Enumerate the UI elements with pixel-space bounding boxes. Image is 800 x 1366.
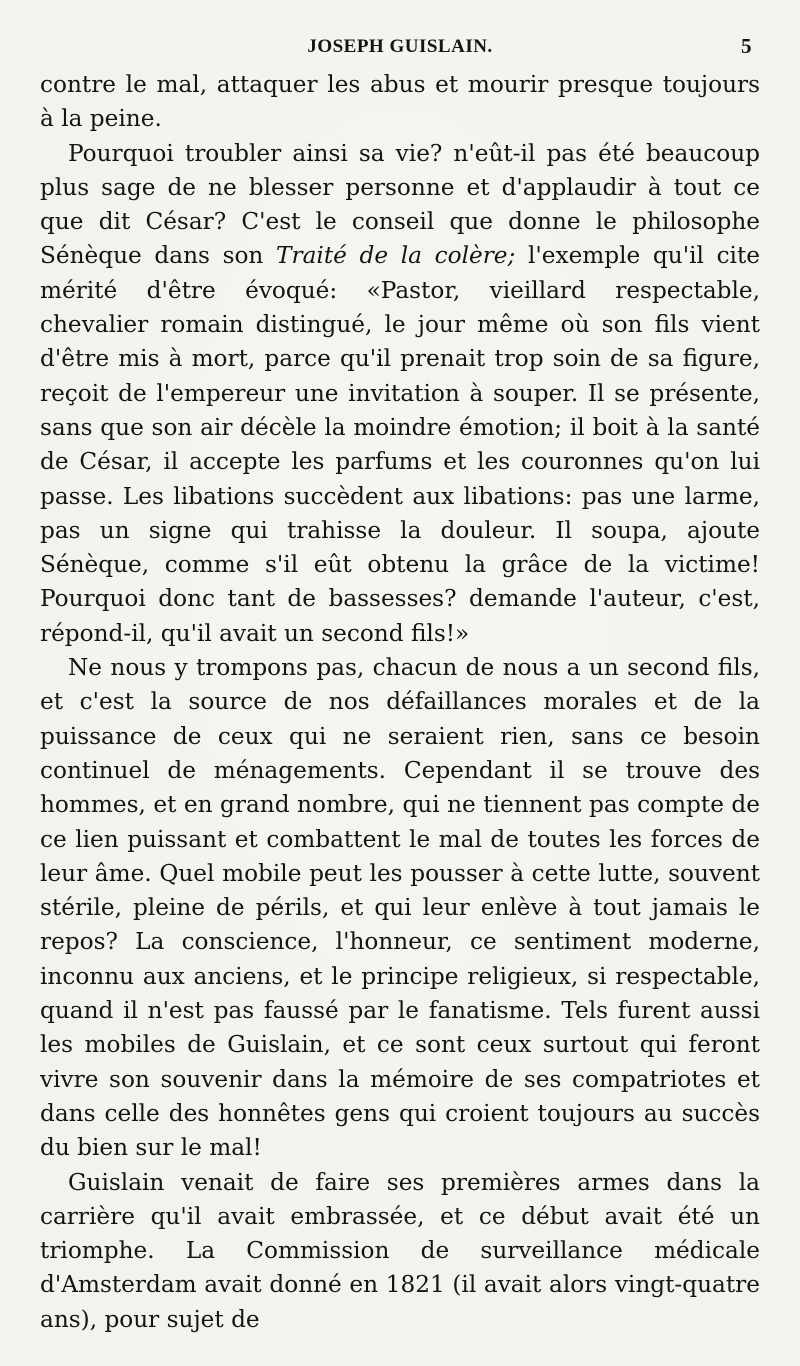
- paragraph-second-son: Ne nous y trompons pas, chacun de nous a un second fils, et c'est la source de nos défaillances morales et de la puissance de ceux qui ne seraient rien, sans ce besoin continuel de ménagements. Cependant il se trouve des hommes, et en grand nombre, qui ne tiennent pas compte de ce lien puissant et combattent le mal de toutes les forces de leur âme. Quel mobile peut les pousser à cette lutte, souvent stérile, pleine de périls, et qui leur enlève à tout jamais le repos? La conscience, l'honneur, ce sentiment moderne, inconnu aux anciens, et le principe religieux, si respectable, quand il n'est pas faussé par le fanatisme. Tels furent aussi les mobiles de Guislain, et ce sont ceux surtout qui feront vivre son souvenir dans la mémoire de ses compatriotes et dans celle des honnêtes gens qui croient toujours au succès du bien sur le mal!: [40, 654, 760, 1162]
- running-head: [40, 28, 760, 68]
- page-number: 5: [741, 34, 752, 58]
- paragraph-first-weapons: Guislain venait de faire ses premières armes dans la carrière qu'il avait embrassée, et ce début avait été un triomphe. La Commission de surveillance médicale d'Amsterdam avait donné en 1821 (il avait alors vingt-quatre ans), pour sujet de: [40, 1168, 760, 1333]
- paragraph-text: Pourquoi troubler ainsi sa vie? n'eût-il pas été beaucoup plus sage de ne blesser personne et d'applaudir à tout ce que dit César? C'est le conseil que donne le philosophe Sénèque dans son: [40, 139, 760, 270]
- paragraph-text: l'exemple qu'il cite mérité d'être évoqué: «Pastor, vieillard respectable, chevalier romain distingué, le jour même où son fils vient d'être mis à mort, parce qu'il prenait trop soin de sa figure, reçoit de l'empereur une invitation à souper. Il se présente, sans que son air décèle la moindre émotion; il boit à la santé de César, il accepte les parfums et les couronnes qu'on lui passe. Les libations succèdent aux libations: pas une larme, pas un signe qui trahisse la douleur. Il soupa, ajoute Sénèque, comme s'il eût obtenu la grâce de la victime! Pourquoi donc tant de bassesses? demande l'auteur, c'est, répond-il, qu'il avait un second fils!»: [40, 242, 761, 647]
- running-title: JOSEPH GUISLAIN.: [307, 36, 493, 57]
- body-text: [40, 68, 760, 1337]
- paragraph-continuation: contre le mal, attaquer les abus et mourir presque toujours à la peine.: [40, 71, 760, 133]
- paragraph-seneca-anecdote: [40, 137, 760, 651]
- book-title-italic: Traité de la colère;: [276, 242, 516, 270]
